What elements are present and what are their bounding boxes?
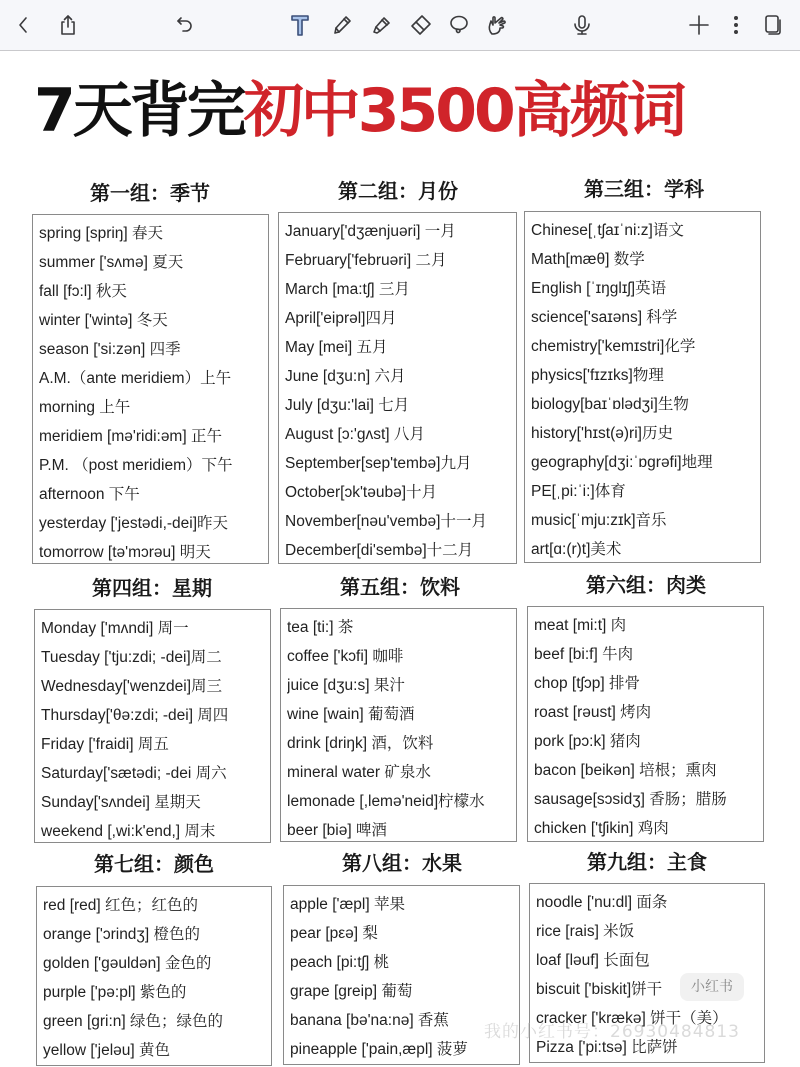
word-entry: roast [rəust] 烤肉 bbox=[534, 704, 652, 721]
word-entry: drink [driŋk] 酒，饮料 bbox=[287, 735, 434, 752]
eraser-tool-button[interactable] bbox=[408, 12, 434, 38]
word-entry: geography[dʒi:ˈɒgrəfi]地理 bbox=[531, 454, 713, 471]
word-entry: summer ['sʌmə] 夏天 bbox=[39, 254, 184, 271]
group-title-weekdays: 第四组：星期 bbox=[92, 576, 212, 600]
microphone-button[interactable] bbox=[569, 12, 595, 38]
word-entry: tea [ti:] 茶 bbox=[287, 619, 354, 636]
text-tool-button[interactable] bbox=[287, 12, 313, 38]
back-button[interactable] bbox=[10, 12, 36, 38]
word-entry: December[di'sembə]十二月 bbox=[285, 542, 474, 559]
word-entry: noodle ['nu:dl] 面条 bbox=[536, 894, 668, 911]
word-entry: October[ɔk'təubə]十月 bbox=[285, 484, 437, 501]
word-entry: PE[ˌpi:ˈi:]体育 bbox=[531, 483, 626, 500]
page-title bbox=[34, 71, 794, 151]
word-entry: juice [dʒu:s] 果汁 bbox=[287, 677, 405, 694]
word-entry: cracker ['krækə] 饼干（美） bbox=[536, 1010, 728, 1027]
note-page[interactable] bbox=[0, 51, 800, 1067]
word-entry: science['saɪəns] 科学 bbox=[531, 309, 678, 326]
word-entry: pork [pɔ:k] 猪肉 bbox=[534, 733, 641, 750]
word-entry: grape [greip] 葡萄 bbox=[290, 983, 413, 1000]
group-title-staple-foods: 第九组：主食 bbox=[587, 850, 707, 874]
word-entry: A.M.（ante meridiem）上午 bbox=[39, 370, 232, 387]
back-icon bbox=[11, 13, 35, 37]
word-entry: purple ['pə:pl] 紫色的 bbox=[43, 984, 187, 1001]
word-entry: Wednesday['wenzdei]周三 bbox=[41, 678, 223, 695]
pages-icon bbox=[761, 13, 785, 37]
lasso-tool-icon bbox=[447, 13, 471, 37]
group-title-drinks: 第五组：饮料 bbox=[340, 575, 460, 599]
word-entry: July [dʒu:'lai] 七月 bbox=[285, 397, 410, 414]
hand-tool-button[interactable] bbox=[484, 12, 510, 38]
word-entry: golden ['gəuldən] 金色的 bbox=[43, 955, 212, 972]
word-entry: peach [pi:tʃ] 桃 bbox=[290, 954, 390, 971]
word-entry: February['februəri] 二月 bbox=[285, 252, 447, 269]
card-weekdays bbox=[34, 609, 271, 843]
word-entry: Math[mæθ] 数学 bbox=[531, 251, 645, 268]
word-entry: bacon [beikən] 培根；熏肉 bbox=[534, 762, 717, 779]
word-entry: Chinese[ˌtʃaɪˈni:z]语文 bbox=[531, 222, 684, 239]
word-entry: November[nəu'vembə]十一月 bbox=[285, 513, 487, 530]
highlighter-tool-icon bbox=[369, 13, 393, 37]
word-entry: Monday ['mʌndi] 周一 bbox=[41, 620, 189, 637]
group-title-fruits: 第八组：水果 bbox=[342, 851, 462, 875]
word-entry: weekend [,wi:k'end,] 周末 bbox=[41, 823, 216, 840]
microphone-icon bbox=[570, 13, 594, 37]
card-meat bbox=[527, 606, 764, 842]
word-entry: lemonade [,lemə'neid]柠檬水 bbox=[287, 793, 485, 810]
add-page-icon bbox=[687, 13, 711, 37]
word-entry: June [dʒu:n] 六月 bbox=[285, 368, 406, 385]
group-title-colors: 第七组：颜色 bbox=[94, 852, 214, 876]
word-entry: chop [tʃɔp] 排骨 bbox=[534, 675, 640, 692]
share-icon bbox=[56, 13, 80, 37]
word-entry: spring [spriŋ] 春天 bbox=[39, 225, 164, 242]
word-entry: sausage[sɔsidʒ] 香肠；腊肠 bbox=[534, 791, 727, 808]
word-entry: January['dʒænjuəri] 一月 bbox=[285, 223, 456, 240]
word-entry: beer [biə] 啤酒 bbox=[287, 822, 387, 839]
word-entry: April['eiprəl]四月 bbox=[285, 310, 397, 327]
top-toolbar bbox=[0, 0, 800, 51]
word-entry: Thursday['θə:zdi; -dei] 周四 bbox=[41, 707, 229, 724]
more-options-icon bbox=[724, 13, 748, 37]
word-entry: August [ɔ:'gʌst] 八月 bbox=[285, 426, 425, 443]
highlighter-tool-button[interactable] bbox=[368, 12, 394, 38]
word-entry: Saturday['sætədi; -dei 周六 bbox=[41, 765, 227, 782]
group-title-meat: 第六组：肉类 bbox=[586, 573, 706, 597]
word-entry: May [mei] 五月 bbox=[285, 339, 388, 356]
word-entry: green [gri:n] 绿色；绿色的 bbox=[43, 1013, 224, 1030]
title-red-part: 初中3500高频词 bbox=[243, 76, 684, 146]
word-entry: March [ma:tʃ] 三月 bbox=[285, 281, 410, 298]
more-options-button[interactable] bbox=[723, 12, 749, 38]
word-entry: physics['fɪzɪks]物理 bbox=[531, 367, 664, 384]
word-entry: orange ['ɔrindʒ] 橙色的 bbox=[43, 926, 200, 943]
card-drinks bbox=[280, 608, 517, 842]
word-entry: pineapple ['pain,æpl] 菠萝 bbox=[290, 1041, 468, 1058]
watermark-text: 我的小红书号：2693048481​3 bbox=[484, 1022, 740, 1042]
word-entry: chemistry['kemɪstri]化学 bbox=[531, 338, 696, 355]
word-entry: English [ˈɪŋglɪʃ]英语 bbox=[531, 280, 667, 297]
pen-tool-button[interactable] bbox=[329, 12, 355, 38]
word-entry: P.M. （post meridiem）下午 bbox=[39, 457, 233, 474]
word-entry: morning 上午 bbox=[39, 399, 131, 416]
card-months bbox=[278, 212, 517, 564]
word-entry: Pizza ['pi:tsə] 比萨饼 bbox=[536, 1039, 678, 1056]
word-entry: art[ɑ:(r)t]美术 bbox=[531, 541, 622, 558]
word-entry: pear [pεə] 梨 bbox=[290, 925, 378, 942]
word-entry: biology[baɪˈɒlədʒi]生物 bbox=[531, 396, 689, 413]
word-entry: loaf [ləuf] 长面包 bbox=[536, 952, 650, 969]
word-entry: mineral water 矿泉水 bbox=[287, 764, 431, 781]
card-seasons bbox=[32, 214, 269, 564]
share-button[interactable] bbox=[55, 12, 81, 38]
undo-button[interactable] bbox=[172, 12, 198, 38]
word-entry: beef [bi:f] 牛肉 bbox=[534, 646, 634, 663]
word-entry: rice [rais] 米饭 bbox=[536, 923, 635, 940]
undo-icon bbox=[173, 13, 197, 37]
word-entry: biscuit ['biskit]饼干 bbox=[536, 981, 663, 998]
group-title-subjects: 第三组：学科 bbox=[584, 177, 704, 201]
word-entry: chicken ['tʃikin] 鸡肉 bbox=[534, 820, 669, 837]
lasso-tool-button[interactable] bbox=[446, 12, 472, 38]
word-entry: coffee ['kɔfi] 咖啡 bbox=[287, 648, 404, 665]
word-entry: afternoon 下午 bbox=[39, 486, 140, 503]
pages-button[interactable] bbox=[760, 12, 786, 38]
word-entry: yesterday ['jestədi,-dei]昨天 bbox=[39, 515, 229, 532]
word-entry: fall [fɔ:l] 秋天 bbox=[39, 283, 127, 300]
word-entry: Tuesday ['tju:zdi; -dei]周二 bbox=[41, 649, 222, 666]
word-entry: Friday ['fraidi] 周五 bbox=[41, 736, 169, 753]
word-entry: banana [bə'na:nə] 香蕉 bbox=[290, 1012, 449, 1029]
word-entry: season ['si:zən] 四季 bbox=[39, 341, 181, 358]
group-title-months: 第二组：月份 bbox=[338, 179, 458, 203]
word-entry: meridiem [mə'ridi:əm] 正午 bbox=[39, 428, 222, 445]
text-tool-icon bbox=[288, 13, 312, 37]
word-entry: September[sep'tembə]九月 bbox=[285, 455, 472, 472]
title-black-part: 7天背完 bbox=[34, 76, 244, 146]
word-entry: red [red] 红色；红色的 bbox=[43, 897, 199, 914]
pen-tool-icon bbox=[330, 13, 354, 37]
word-entry: apple ['æpl] 苹果 bbox=[290, 896, 405, 913]
word-entry: yellow ['jeləu] 黄色 bbox=[43, 1042, 171, 1059]
group-title-seasons: 第一组：季节 bbox=[90, 181, 210, 205]
eraser-tool-icon bbox=[409, 13, 433, 37]
word-entry: winter ['wintə] 冬天 bbox=[39, 312, 168, 329]
hand-tool-icon bbox=[485, 13, 509, 37]
word-entry: tomorrow [tə'mɔrəu] 明天 bbox=[39, 544, 211, 561]
card-colors bbox=[36, 886, 272, 1066]
word-entry: history['hɪst(ə)ri]历史 bbox=[531, 425, 673, 442]
word-entry: meat [mi:t] 肉 bbox=[534, 617, 627, 634]
card-subjects bbox=[524, 211, 761, 563]
add-page-button[interactable] bbox=[686, 12, 712, 38]
word-entry: Sunday['sʌndei] 星期天 bbox=[41, 794, 201, 811]
word-entry: wine [wain] 葡萄酒 bbox=[287, 706, 415, 723]
watermark-badge: 小红书 bbox=[680, 973, 744, 1001]
word-entry: music[ˈmju:zɪk]音乐 bbox=[531, 512, 667, 529]
